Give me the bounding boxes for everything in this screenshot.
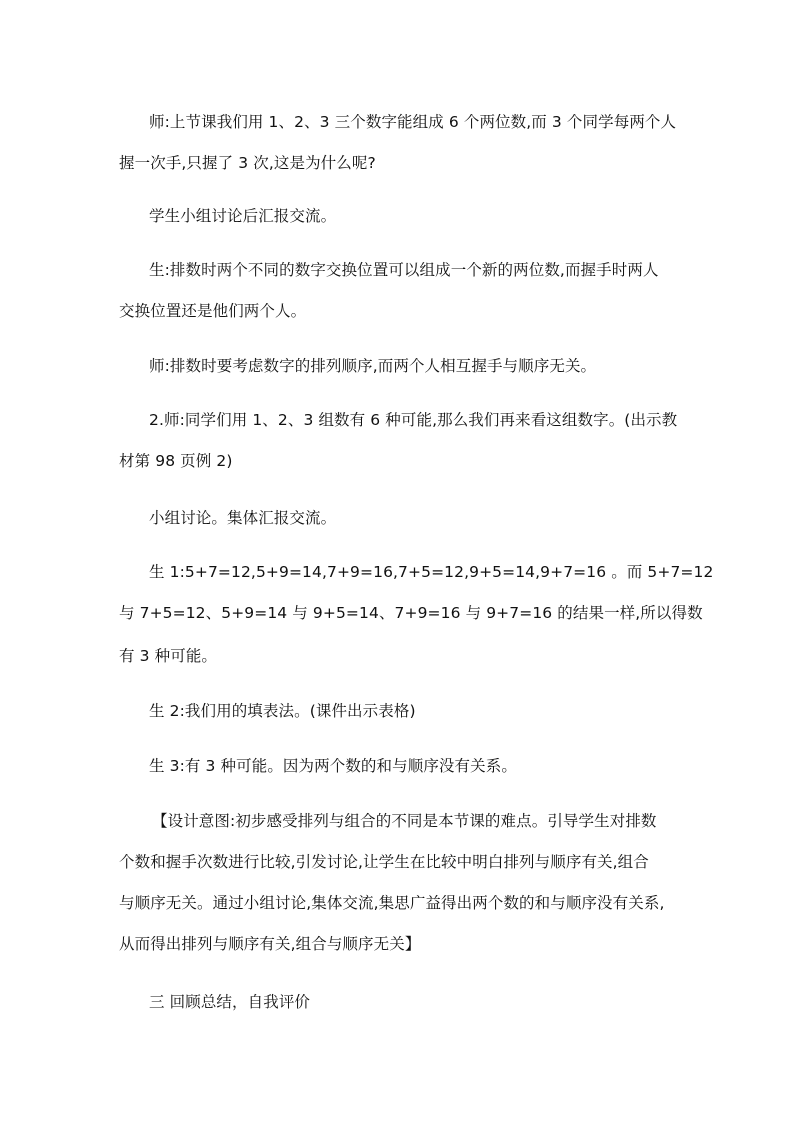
- text-line: 师:排数时要考虑数字的排列顺序,而两个人相互握手与顺序无关。: [149, 357, 597, 375]
- text-line: 生 2:我们用的填表法。(课件出示表格): [149, 702, 416, 720]
- text-line: 生:排数时两个不同的数字交换位置可以组成一个新的两位数,而握手时两人: [149, 261, 659, 279]
- text-line: 生 1:5+7=12,5+9=14,7+9=16,7+5=12,9+5=14,9+7=16 。而 5+7=12: [149, 563, 714, 581]
- text-line: 有 3 种可能。: [119, 647, 218, 665]
- text-line: 生 3:有 3 种可能。因为两个数的和与顺序没有关系。: [149, 757, 517, 775]
- text-line: 从而得出排列与顺序有关,组合与顺序无关】: [119, 935, 421, 953]
- text-line: 交换位置还是他们两个人。: [119, 302, 307, 320]
- text-line: 【设计意图:初步感受排列与组合的不同是本节课的难点。引导学生对排数: [152, 812, 657, 830]
- section-heading: 三 回顾总结，自我评价: [149, 993, 311, 1011]
- text-line: 2.师:同学们用 1、2、3 组数有 6 种可能,那么我们再来看这组数字。(出示教: [149, 411, 678, 429]
- text-line: 握一次手,只握了 3 次,这是为什么呢?: [119, 154, 376, 172]
- text-line: 与 7+5=12、5+9=14 与 9+5=14、7+9=16 与 9+7=16 的结果一样,所以得数: [119, 604, 703, 622]
- text-line: 与顺序无关。通过小组讨论,集体交流,集思广益得出两个数的和与顺序没有关系,: [119, 894, 665, 912]
- text-line: 个数和握手次数进行比较,引发讨论,让学生在比较中明白排列与顺序有关,组合: [119, 853, 649, 871]
- text-line: 学生小组讨论后汇报交流。: [149, 207, 337, 225]
- text-line: 小组讨论。集体汇报交流。: [149, 509, 337, 527]
- text-line: 师:上节课我们用 1、2、3 三个数字能组成 6 个两位数,而 3 个同学每两个人: [149, 113, 677, 131]
- text-line: 材第 98 页例 2): [119, 452, 233, 470]
